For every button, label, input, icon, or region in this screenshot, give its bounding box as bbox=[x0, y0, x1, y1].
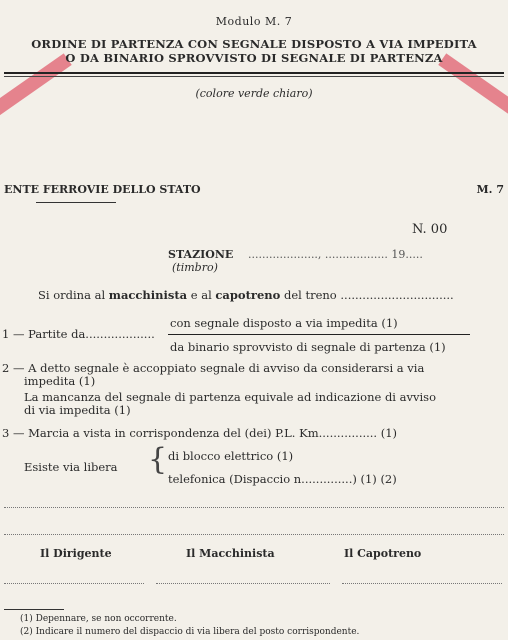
signature-capotreno-label: Il Capotreno bbox=[344, 547, 422, 560]
blank-line-1[interactable] bbox=[4, 507, 504, 508]
signature-dirigente-label: Il Dirigente bbox=[40, 547, 112, 560]
modulo-label: Modulo M. 7 bbox=[215, 15, 293, 28]
stazione-date-field[interactable]: ...................., .................. 19..... bbox=[248, 248, 423, 261]
order-sentence bbox=[38, 288, 454, 302]
item-2-line-4[interactable]: di via impedita (1) bbox=[24, 403, 131, 417]
via-libera-option-telefonica[interactable]: telefonica (Dispaccio n..............) (1) (2) bbox=[168, 472, 397, 486]
order-capotreno: capotreno bbox=[215, 288, 281, 302]
order-pre: Si ordina al bbox=[38, 288, 109, 302]
signature-macchinista-label: Il Macchinista bbox=[186, 547, 275, 560]
via-libera-option-blocco[interactable]: di blocco elettrico (1) bbox=[168, 449, 294, 463]
item-1-divider bbox=[168, 334, 470, 335]
item-1-option-1[interactable]: con segnale disposto a via impedita (1) bbox=[170, 316, 398, 330]
item-2-line-1[interactable]: 2 — A detto segnale è accoppiato segnale di avviso da considerarsi a via bbox=[2, 361, 425, 375]
ente-underline bbox=[36, 202, 116, 203]
blank-line-2[interactable] bbox=[4, 534, 504, 535]
item-2-line-2[interactable]: impedita (1) bbox=[24, 374, 96, 388]
item-3-line[interactable]: 3 — Marcia a vista in corrispondenza del (dei) P.L. Km................ (1) bbox=[2, 426, 398, 440]
footnote-1: (1) Depennare, se non occorrente. bbox=[20, 614, 177, 624]
footnote-rule bbox=[4, 609, 64, 610]
title-line-2: O DA BINARIO SPROVVISTO DI SEGNALE DI PARTENZA bbox=[65, 51, 443, 65]
order-macchinista: macchinista bbox=[108, 288, 188, 302]
signature-capotreno-line[interactable] bbox=[342, 583, 502, 584]
item-2-line-3[interactable]: La mancanza del segnale di partenza equivale ad indicazione di avviso bbox=[24, 390, 436, 404]
timbro-label: (timbro) bbox=[172, 261, 218, 274]
signature-dirigente-line[interactable] bbox=[4, 583, 144, 584]
ente-label: ENTE FERROVIE DELLO STATO bbox=[4, 183, 201, 196]
signature-macchinista-line[interactable] bbox=[156, 583, 330, 584]
order-train-field[interactable]: del treno ............................... bbox=[280, 288, 454, 302]
form-number: N. 00 bbox=[412, 222, 448, 237]
title-line-1: ORDINE DI PARTENZA CON SEGNALE DISPOSTO A VIA IMPEDITA bbox=[31, 37, 477, 51]
stazione-label: STAZIONE bbox=[168, 248, 234, 261]
model-code: M. 7 bbox=[476, 183, 504, 196]
brace-icon: { bbox=[148, 442, 168, 477]
via-libera-label: Esiste via libera bbox=[24, 460, 118, 474]
order-mid: e al bbox=[187, 288, 216, 302]
item-1-label[interactable]: 1 — Partite da................... bbox=[2, 327, 155, 341]
header-rule-thin bbox=[4, 76, 504, 77]
item-1-option-2[interactable]: da binario sprovvisto di segnale di partenza (1) bbox=[170, 340, 446, 354]
header-rule bbox=[4, 72, 504, 74]
color-note: (colore verde chiaro) bbox=[195, 87, 313, 100]
footnote-2: (2) Indicare il numero del dispaccio di via libera del posto corrispondente. bbox=[20, 627, 360, 637]
